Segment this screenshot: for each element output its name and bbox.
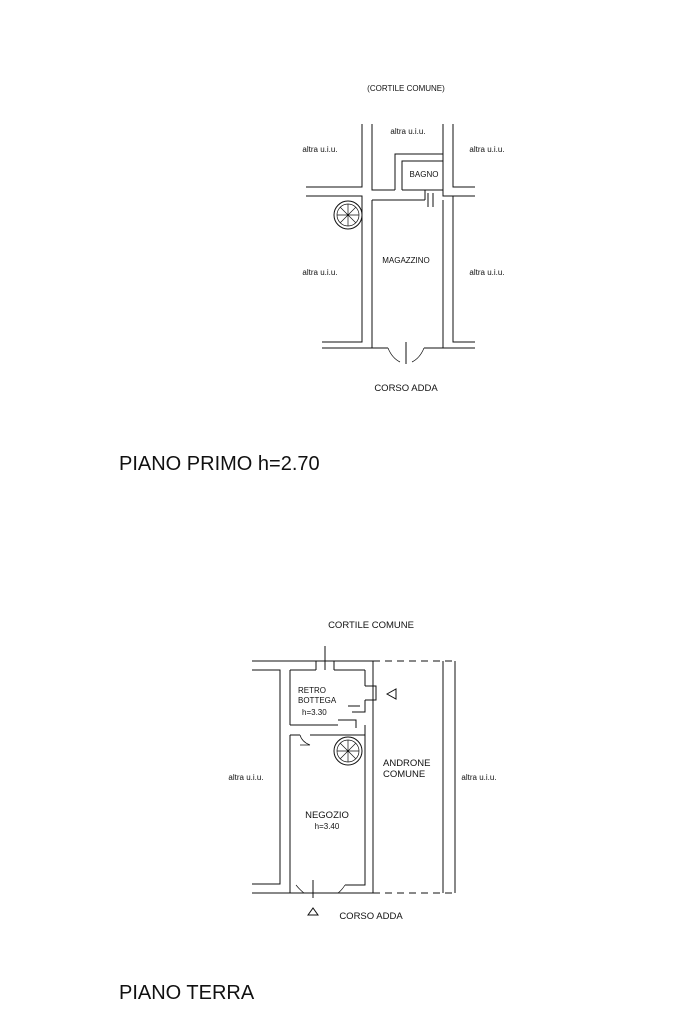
neighbor-label: altra u.i.u.	[469, 268, 505, 277]
room-label-bottega: BOTTEGA	[298, 696, 337, 705]
wall	[306, 124, 362, 187]
door	[425, 190, 433, 207]
neighbor-label: altra u.i.u.	[461, 773, 497, 782]
neighbor-label: altra u.i.u.	[228, 773, 264, 782]
wall	[290, 670, 296, 893]
room-label-magazzino: MAGAZZINO	[382, 256, 430, 265]
door	[316, 646, 334, 670]
courtyard-label: (CORTILE COMUNE)	[367, 84, 445, 93]
wall	[443, 124, 475, 196]
room-label-negozio: NEGOZIO	[305, 810, 349, 821]
floor-title: PIANO PRIMO h=2.70	[119, 453, 320, 475]
spiral-stair	[334, 737, 362, 765]
room-label-androne: ANDRONE	[383, 758, 431, 769]
neighbor-label: altra u.i.u.	[302, 145, 338, 154]
entrance-arrow	[387, 689, 396, 699]
door-swing	[296, 885, 345, 893]
door-swing	[300, 735, 310, 745]
wall	[290, 725, 365, 735]
room-height-negozio: h=3.40	[314, 822, 340, 831]
neighbor-label: altra u.i.u.	[302, 268, 338, 277]
wall	[453, 124, 475, 187]
street-label: CORSO ADDA	[339, 911, 403, 922]
room-label-retro: RETRO	[298, 686, 326, 695]
wall	[306, 196, 362, 200]
courtyard-label: CORTILE COMUNE	[328, 620, 414, 631]
entrance-arrow	[308, 908, 318, 915]
street-label: CORSO ADDA	[374, 383, 438, 394]
neighbor-label: altra u.i.u.	[390, 127, 426, 136]
room-height-retro: h=3.30	[302, 708, 327, 717]
wall	[338, 706, 360, 728]
neighbor-label: altra u.i.u.	[469, 145, 505, 154]
wall	[322, 230, 362, 342]
first-floor-plan	[306, 124, 475, 364]
ground-floor-plan	[252, 646, 455, 915]
spiral-stair	[334, 200, 372, 230]
room-label-bagno: BAGNO	[409, 170, 439, 179]
floor-title: PIANO TERRA	[119, 982, 255, 1004]
room-label-comune: COMUNE	[383, 769, 426, 780]
door	[365, 686, 376, 700]
